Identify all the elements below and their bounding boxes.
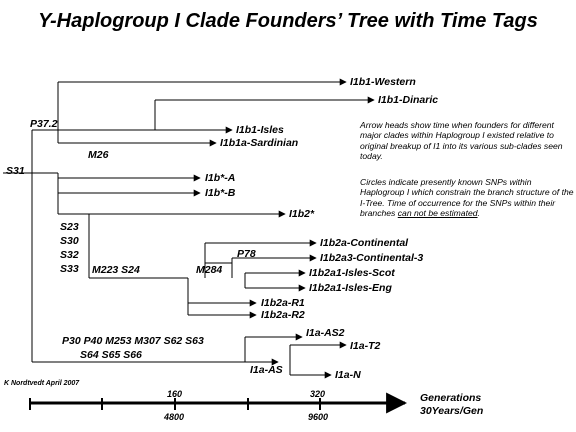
label-i1b1-western: I1b1-Western [350, 76, 416, 88]
label-i1b2a-r1: I1b2a-R1 [261, 297, 305, 309]
circles-note-underlined: can not be estimated [397, 208, 478, 219]
circles-note-text: Circles indicate presently known SNPs within Haplogroup I which constrain the branch structure of the I-Tree. Time of occurrence for the SNPs within their branches [360, 177, 574, 219]
label-i1a-as: I1a-AS [250, 364, 283, 376]
label-i1b2a1-isles-scot: I1b2a1-Isles-Scot [309, 267, 395, 279]
label-i1b1a-sardinian: I1b1a-Sardinian [220, 137, 299, 149]
label-i1a-n: I1a-N [335, 369, 361, 381]
circles-note [360, 177, 575, 219]
circles-note-end: . [477, 208, 480, 219]
author-credit: K Nordtvedt April 2007 [4, 380, 80, 387]
page-title: Y-Haplogroup I Clade Founders’ Tree with Time Tags [38, 10, 538, 32]
snp-s33: S33 [60, 263, 79, 275]
label-i1b-star-a: I1b*-A [205, 172, 236, 184]
snp-m284: M284 [196, 264, 223, 276]
axis-label-9600: 9600 [308, 412, 329, 422]
axis-title-line1: Generations [420, 392, 482, 404]
label-i1a-as2: I1a-AS2 [306, 327, 345, 339]
label-i1b2a3-continental-3: I1b2a3-Continental-3 [320, 252, 424, 264]
label-i1b-star-b: I1b*-B [205, 187, 236, 199]
snp-m223-s24: M223 S24 [92, 264, 140, 276]
snp-p78: P78 [237, 248, 256, 260]
axis-title-line2: 30Years/Gen [420, 405, 484, 417]
label-i1a-t2: I1a-T2 [350, 340, 381, 352]
label-i1b2a-continental: I1b2a-Continental [320, 237, 409, 249]
label-i1b1-isles: I1b1-Isles [236, 124, 284, 136]
axis-label-4800: 4800 [164, 412, 185, 422]
snp-m26: M26 [88, 149, 109, 161]
axis-label-320: 320 [310, 389, 326, 399]
snp-s32: S32 [60, 249, 79, 261]
arrow-heads-note: Arrow heads show time when founders for different major clades within Haplogroup I existed relative to original breakup of I1 into its various sub-clades seen today. [360, 120, 563, 162]
snp-s23: S23 [60, 221, 79, 233]
snp-i1a-line2: S64 S65 S66 [80, 349, 142, 361]
snp-p37-2: P37.2 [30, 118, 58, 130]
axis-title [420, 392, 483, 418]
axis-label-160: 160 [167, 389, 183, 399]
snp-s30: S30 [60, 235, 79, 247]
snp-i1a-line1: P30 P40 M253 M307 S62 S63 [62, 335, 204, 347]
label-i1b2-star: I1b2* [289, 208, 315, 220]
label-i1b1-dinaric: I1b1-Dinaric [378, 94, 439, 106]
label-i1b2a-r2: I1b2a-R2 [261, 309, 305, 321]
snp-s31: S31 [6, 165, 25, 177]
label-i1b2a1-isles-eng: I1b2a1-Isles-Eng [309, 282, 392, 294]
